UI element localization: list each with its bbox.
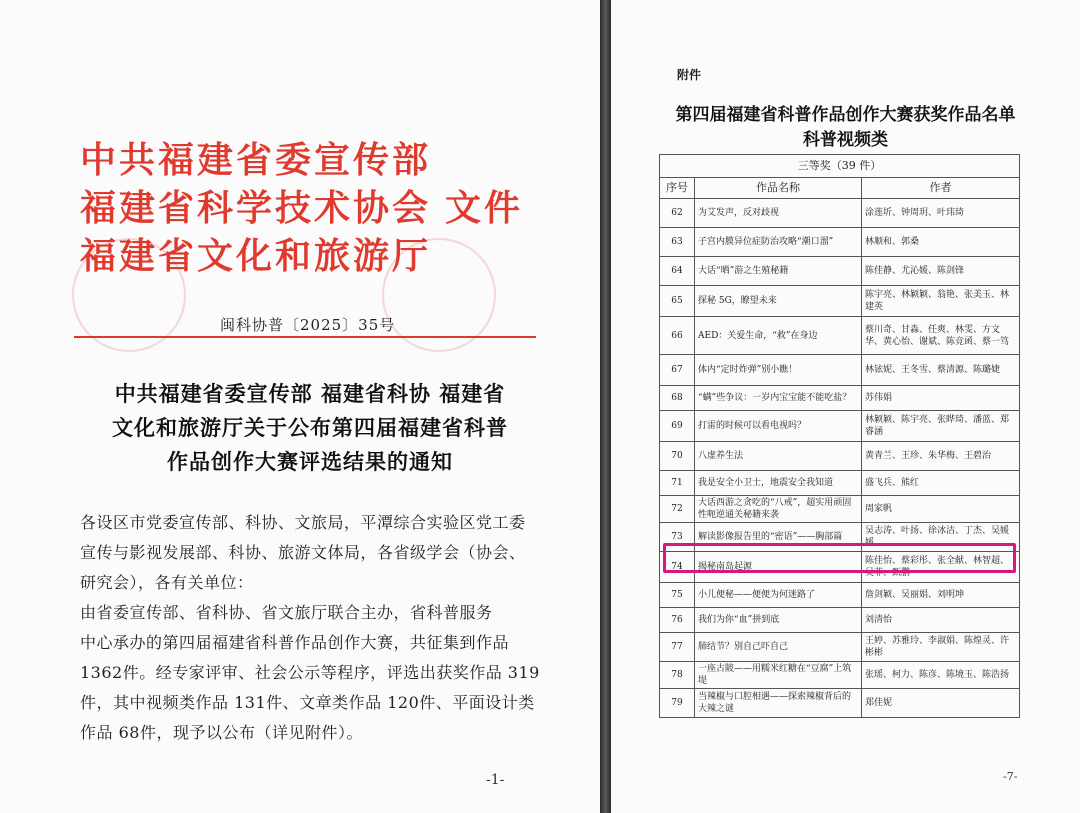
attachment-label: 附件: [677, 68, 702, 82]
winners-table: [659, 154, 1020, 718]
header-line-text: 福建省科学技术协会: [80, 187, 432, 229]
header-doc-word: 文件: [445, 187, 524, 229]
cell-no: 79: [660, 689, 695, 718]
column-header-no: 序号: [660, 178, 695, 199]
cell-no: 76: [660, 608, 695, 633]
table-row: [660, 442, 1020, 471]
header-line: 中共福建省委宣传部: [80, 139, 432, 181]
cell-authors: 林颖颖、陈宇亮、张晔琦、潘蓝、郑睿涵: [862, 411, 1020, 442]
cell-authors: 陈佳静、尤沁媛、陈剑锋: [862, 257, 1020, 286]
table-row: [660, 355, 1020, 386]
table-row: [660, 608, 1020, 633]
table-row: [660, 471, 1020, 496]
document-number: 闽科协普〔2025〕35号: [220, 316, 396, 334]
cell-no: 69: [660, 411, 695, 442]
column-header-name: 作品名称: [695, 178, 862, 199]
cell-name: 解读影像报告里的“密语”——胸部篇: [695, 523, 862, 552]
cell-authors: 涂莲圻、钟周玥、叶玮琦: [862, 199, 1020, 228]
cell-authors: 吴志涛、叶扬、徐冰洁、丁杰、吴媛媛: [862, 523, 1020, 552]
cell-name: AED：关爱生命，“救”在身边: [695, 317, 862, 355]
cell-no: 70: [660, 442, 695, 471]
body-line: 研究会），各有关单位：: [80, 573, 254, 592]
cell-name: 八虚养生法: [695, 442, 862, 471]
cell-name: 肺结节？别自己吓自己: [695, 633, 862, 662]
prize-level-header: 三等奖（39 件）: [660, 155, 1020, 178]
cell-authors: 陈宇亮、林颖颖、翁艳、张美玉、林建英: [862, 286, 1020, 317]
list-subtitle: 科普视频类: [803, 130, 888, 150]
table-row: [660, 286, 1020, 317]
cell-no: 62: [660, 199, 695, 228]
cell-no: 71: [660, 471, 695, 496]
table-row: [660, 411, 1020, 442]
cell-authors: 林铉妮、王冬雪、蔡清源、陈璐婕: [862, 355, 1020, 386]
red-divider: [74, 336, 536, 338]
page-number: -7-: [1003, 770, 1018, 783]
cell-name: “螨”些争议：一岁内宝宝能不能吃盐？: [695, 386, 862, 411]
cell-authors: 王婷、苏雅玲、李淑娟、陈煌灵、许彬彬: [862, 633, 1020, 662]
cell-authors: 詹剑颖、吴丽娟、刘明坤: [862, 583, 1020, 608]
table-row: [660, 199, 1020, 228]
cell-name: 子宫内膜异位症防治攻略“潮口溜”: [695, 228, 862, 257]
cell-authors: 张瑶、柯力、陈彦、陈境玉、陈浩扬: [862, 662, 1020, 689]
body-line: 中心承办的第四届福建省科普作品创作大赛，共征集到作品: [80, 633, 510, 652]
body-line: 宣传与影视发展部、科协、旅游文体局，各省级学会（协会、: [80, 543, 526, 562]
document-page-7: [611, 0, 1080, 813]
cell-name: 我们为你“血”拼到底: [695, 608, 862, 633]
cell-name: 探秘 5G，瞭望未来: [695, 286, 862, 317]
cell-authors: 刘清怡: [862, 608, 1020, 633]
cell-name: 当辣椒与口腔相遇——探索辣椒背后的大辣之谜: [695, 689, 862, 718]
cell-no: 66: [660, 317, 695, 355]
body-line: 件，其中视频类作品 131件、文章类作品 120件、平面设计类: [80, 693, 535, 712]
cell-authors: 黄青兰、王珍、朱华梅、王碧治: [862, 442, 1020, 471]
table-row: [660, 689, 1020, 718]
cell-authors: 蔡川奇、甘淼、任爽、林雯、方文华、黄心怡、谢斌、陈竞函、蔡一笃: [862, 317, 1020, 355]
cell-name: 小儿便秘——便便为何迷路了: [695, 583, 862, 608]
cell-name: 体内“定时炸弹”别小瞧！: [695, 355, 862, 386]
cell-no: 75: [660, 583, 695, 608]
cell-name: 大话“晒”游之生殖秘籍: [695, 257, 862, 286]
cell-name: 我是安全小卫士，地震安全我知道: [695, 471, 862, 496]
notice-title-line: 作品创作大赛评选结果的通知: [167, 449, 453, 474]
cell-no: 74: [660, 552, 695, 583]
table-row: [660, 583, 1020, 608]
column-header-authors: 作者: [862, 178, 1020, 199]
cell-no: 78: [660, 662, 695, 689]
table-row: [660, 228, 1020, 257]
cell-authors: 苏伟娟: [862, 386, 1020, 411]
notice-title-line: 文化和旅游厅关于公布第四届福建省科普: [112, 415, 508, 440]
body-line: 由省委宣传部、省科协、省文旅厅联合主办，省科普服务: [80, 603, 493, 622]
cell-name: 打雷的时候可以看电视吗？: [695, 411, 862, 442]
cell-no: 77: [660, 633, 695, 662]
cell-authors: 郑佳妮: [862, 689, 1020, 718]
cell-no: 63: [660, 228, 695, 257]
table-row: [660, 386, 1020, 411]
cell-no: 72: [660, 496, 695, 523]
cell-name: 揭秘南岛起源: [695, 552, 862, 583]
table-row: [660, 662, 1020, 689]
cell-authors: 盛飞兵、熊红: [862, 471, 1020, 496]
header-line: [80, 180, 523, 231]
cell-name: 大话西游之贪吃的“八戒”，超实用顽固性呃逆通关秘籍来袭: [695, 496, 862, 523]
cell-no: 65: [660, 286, 695, 317]
body-line: 各设区市党委宣传部、科协、文旅局，平潭综合实验区党工委: [80, 513, 526, 532]
cell-no: 68: [660, 386, 695, 411]
table-row: [660, 633, 1020, 662]
cell-no: 73: [660, 523, 695, 552]
body-line: 作品 68件，现予以公布（详见附件）。: [80, 723, 363, 742]
table-row: [660, 257, 1020, 286]
notice-title-line: 中共福建省委宣传部 福建省科协 福建省: [114, 381, 506, 406]
highlight-box: [663, 543, 1016, 573]
cell-no: 67: [660, 355, 695, 386]
header-line: 福建省文化和旅游厅: [80, 235, 432, 277]
book-gutter: [600, 0, 611, 813]
cell-name: 一座古陂——用糯米红糖在“豆腐”上筑堤: [695, 662, 862, 689]
list-title: 第四届福建省科普作品创作大赛获奖作品名单: [675, 105, 1016, 125]
cell-authors: 周家帆: [862, 496, 1020, 523]
cell-no: 64: [660, 257, 695, 286]
table-row: [660, 496, 1020, 523]
cell-authors: 林顺和、郭桑: [862, 228, 1020, 257]
page-number: -1-: [486, 772, 505, 788]
cell-authors: 陈佳怡、蔡彩彤、张全献、林智超、吴菲、甄鹏: [862, 552, 1020, 583]
table-row: [660, 317, 1020, 355]
cell-name: 为艾发声，反对歧视: [695, 199, 862, 228]
body-line: 1362件。经专家评审、社会公示等程序，评选出获奖作品 319: [80, 663, 540, 682]
